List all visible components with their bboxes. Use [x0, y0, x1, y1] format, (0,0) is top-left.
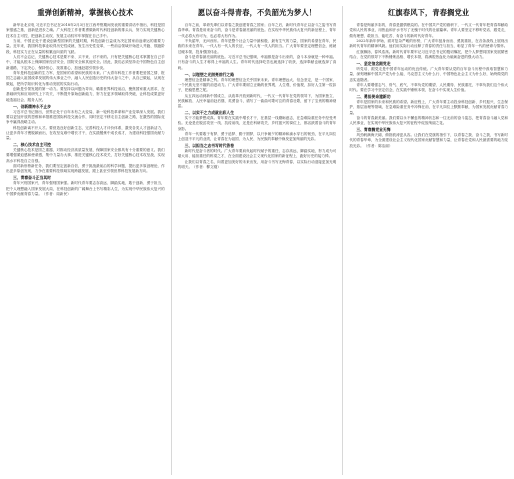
- article-paragraph: 人们不会忘记，关键核心技术是要不来、买不来、讨不来的。只有把关键核心技术掌握在自己手中，才能从根本上保障国家经济安全、国防安全和其他安全。因此，我们必须坚持走中国特色自主创新道路，下定决心、保持恒心、找准重心，加速赶超引领步伐。: [6, 55, 165, 70]
- article-paragraph: 面对新形势新任务，我们要坚定创新自信，勇于挑战最前沿的科学问题，提出更多原创理论，作出更多原创发现，力争在重要科技领域实现跨越发展，跟上甚至引领世界科技发展新方向。: [6, 164, 165, 174]
- section-subheading: 一、以理想之光照亮前行之路: [184, 71, 235, 77]
- article-column-3: [342, 6, 508, 475]
- section-subheading: 二、核心技术自主可控: [13, 142, 51, 148]
- article-paragraph: 红旗飘扬，春风浩荡。新时代青年要牢记习近平总书记的殷切嘱托，把个人梦想同国家发展紧密结合，在党的领导下不断锤炼品格、增长本领，将满腔热血化为砥砺奋进的强大动力。: [349, 49, 509, 60]
- article-paragraph: 实干才能梦想成真。青年要在实践中增长才干，在基层一线磨砺意志，在急难险重任务中经受考验。无论是在脱贫攻坚一线、抗疫前线，还是在科研攻关、乡村振兴的岗位上，都活跃着奋斗的青年身影。: [177, 115, 337, 131]
- article-headline: 重弹创新精神，掌握核心技术: [37, 8, 134, 17]
- article-paragraph: 青年是国家的未来和民族的希望。新征程上，广大青年要主动投身科技创新、乡村振兴、生态保护、基层治理等领域，在急难险重任务中冲锋在前，在平凡岗位上默默奉献，为国家发展贡献青春力量。: [349, 99, 509, 115]
- article-body: [6, 23, 165, 475]
- article-body: [178, 23, 337, 475]
- article-paragraph: 奋斗的青春最美丽。我们要以永不懈怠的精神状态和一往无前的奋斗姿态，把青春奋斗融入党和人民事业，在实现中华民族伟大复兴的征程中绽放绚丽之花。: [349, 115, 509, 126]
- article-paragraph: 当前，中国正处于建设创新型国家的关键时期，科技创新日益成为决定国家前途命运的重要力量。近年来，我国科技事业取得历史性成就、发生历史性变革，一些前沿领域开始进入并跑、领跑阶段，科技实力正在从量的积累迈向质的飞跃。: [6, 39, 165, 54]
- article-paragraph: 青年一代要敢于有梦、勇于追梦、勤于圆梦，以只争朝夕的精神和滴水穿石的韧劲，在平凡岗位上创造不平凡的业绩，让青春在为祖国、为人民、为民族的奉献中焕发更加绚丽的光彩。: [177, 132, 337, 142]
- article-paragraph: 奋斗是青春最亮丽的底色。习近平总书记强调，幸福都是奋斗出来的，奋斗本身就是一种幸福。只有奋斗的人生才称得上幸福的人生。青年时代选择吃苦也就选择了收获，选择奉献也就选择了高尚。: [177, 55, 337, 70]
- article-paragraph: 风劲帆满海天阔，俯指波涛更从容。让我们在党旗的指引下，以青春之我、奋斗之我，书写新时代的青春华章，为全面建设社会主义现代化国家贡献智慧和力量，让青春在党和人民最需要的地方绽放光彩。（作者：陈洁丽）: [349, 133, 509, 148]
- article-paragraph: 百年之前，革命先辈们以青春之我创建青春之国家；百年之后，新时代青年正以奋斗之姿书写青春华章。青春是用来奋斗的，奋斗是青春最亮丽的底色。在实现中华民族伟大复兴的新征程上，青年一代必将大有可为，也必将大有作为。: [177, 23, 337, 38]
- article-paragraph: 科技创新离不开人才。要营造良好创新生态，完善科技人才评价体系，激发各类人才创新活力，让更多青年才俊脱颖而出，在攻坚克难中增长才干，在实践锻炼中成长成才，为建设科技强国贡献力量。: [6, 125, 165, 141]
- article-paragraph: 理想信念是精神之钙。青年的理想信念关乎国家未来。青年理想远大、信念坚定，是一个国家、一个民族无坚不摧的前进动力。广大青年要树立正确的世界观、人生观、价值观，扣好人生第一粒扣子，把稳思想之舵。: [177, 77, 337, 93]
- article-paragraph: 习近平总书记指出，世界正处于百年未有之大变局，新一轮科技革命和产业变革深入发展。我们要以更加开放的思维和举措推进国际科技交流合作，同时坚定不移走自主创新之路，在激烈的国际竞争中赢得战略主动。: [6, 109, 165, 125]
- article-paragraph: 新华社北京电 习近平总书记在2018年2月3日在江西考察期间发表的重要讲话中指出，科技是国家强盛之基，创新是进步之魂。广大科技工作者要勇做新时代科技创新的排头兵，努力实现关键核心技术自主可控，把创新主动权、发展主动权牢牢掌握在自己手中。: [6, 23, 165, 38]
- section-subheading: 一、创新精神永不止步: [13, 103, 51, 109]
- article-paragraph: 青年兴则国家兴，青年强则国家强。新时代青年要志存高远、脚踏实地，敢于创新、勇于担当，把个人理想融入国家发展大局，在科技创新的广阔舞台上书写精彩人生，为实现中华民族伟大复兴的中国梦贡献青春力量。（作者：周新民）: [6, 181, 165, 196]
- article-column-1: [6, 6, 165, 475]
- section-subheading: 二、勇担使命建新功: [356, 94, 391, 100]
- section-subheading: 三、青春搁党业无悔: [356, 127, 391, 133]
- article-paragraph: 从五四运动到新中国成立，从改革开放到新时代，一代又一代青年在党的领导下，为国家独立、民族解放、人民幸福前赴后继、英勇奋斗，谱写了一曲曲可歌可泣的青春壮歌，留下了宝贵的精神财富。: [177, 93, 337, 109]
- article-paragraph: 关键核心技术是国之重器，对推动经济高质量发展、保障国家安全都具有十分重要的意义。我们要增强紧迫感和使命感，集中力量办大事，推进关键核心技术攻关，打好关键核心技术攻坚战，实现高水平科技自立自强。: [6, 148, 165, 163]
- section-subheading: 二、以实干之力成就出彩人生: [184, 110, 235, 116]
- article-paragraph: 创新是引领发展的第一动力。要坚持以问题为导向，瞄准世界科技前沿，聚焦国家重大需求，在基础研究和应用研究上下功夫，不断提升原始创新能力，努力在更多领域取得突破，让科技成果更好地造福社会、服务人民。: [6, 87, 165, 102]
- section-subheading: 一、坚定信念跟党走: [356, 60, 391, 66]
- article-paragraph: 青年人要增强志气、骨气、底气，不辜负党的期望、人民期待、民族重托，不辜负我们这个伟大时代。要在学习中坚定信念，在实践中锤炼本领，在奋斗中实现人生价值。: [349, 82, 509, 93]
- article-paragraph: 新时代是奋斗者的时代。广大青年要肩负起时代赋予的重任，志存高远，脚踏实地，努力成为可堪大用、能担重任的栋梁之才，在全面建设社会主义现代化国家的新征程上，跑好历史的接力棒。: [177, 149, 337, 159]
- article-headline: 红旗春风下，青春搁党业: [388, 8, 470, 17]
- article-column-2: [171, 6, 337, 475]
- article-headline: 愿以奋斗得青春，不负韶光为梦人！: [197, 8, 317, 17]
- section-subheading: 三、以担当之志书写时代答卷: [184, 143, 235, 149]
- article-paragraph: 2022年新年伊始，面对复杂严峻的形势，广大青年挺身而出、勇挑重担，在各条战线上展现出新时代青年的精神风貌。他们用实际行动诠释了青春的责任与担当，彰显了青年一代的使命与情怀。: [349, 39, 509, 49]
- article-paragraph: 青春是绚丽多彩的，青春是激情燃烧的。在中国共产党的旗帜下，一代又一代青年把青春奉献给党和人民的事业，用热血和汗水书写了无愧于时代的壮丽篇章。青年人要坚定不移听党话、跟党走，做有理想、敢担当、能吃苦、肯奋斗的新时代好青年。: [349, 23, 509, 38]
- article-paragraph: 听党话、跟党走是中国青年运动的优良传统。广大青年要从党的百年奋斗历程中汲取智慧和力量，深刻理解中国共产党为什么能、马克思主义为什么行、中国特色社会主义为什么好，始终做党的忠实追随者。: [349, 66, 509, 82]
- article-paragraph: 让我们以青春之名，向着更加美好的未来出发，用奋斗书写无悔青春，以实际行动迎接更加光明的明天。（作者：柳文刚）: [177, 159, 337, 170]
- section-subheading: 三、青春奋斗正当其时: [13, 175, 51, 181]
- article-paragraph: 青年是科技创新的生力军，是国家的希望和民族的未来。广大青年科技工作者要把爱国之情、报国之志融入祖国改革发展的伟大事业之中，融入人民创造历史的伟大奋斗之中，从自己做起，从现在做起，把所学知识转化为推动发展的实际行动。: [6, 71, 165, 86]
- article-body: [349, 23, 508, 475]
- article-paragraph: 不负韶华，无问西东。青年是整个社会力量中最积极、最有生气的力量，国家的希望在青年，民族的未来在青年。一代人有一代人的长征，一代人有一代人的担当。广大青年要坚定理想信念，练就过硬本领，投身强国伟业。: [177, 39, 337, 54]
